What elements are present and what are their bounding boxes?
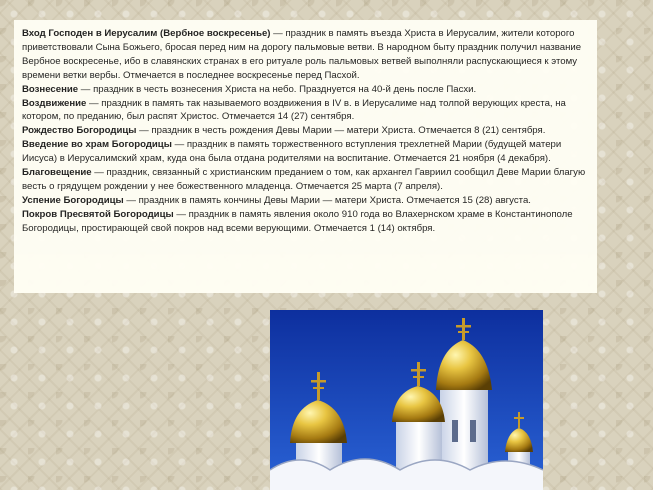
feast-title: Успение Богородицы bbox=[22, 194, 124, 206]
feast-description: — праздник в честь рождения Девы Марии — матери Христа. Отмечается 8 (21) сентября. bbox=[136, 125, 546, 137]
feast-paragraph bbox=[22, 124, 589, 138]
feast-paragraph bbox=[22, 166, 589, 194]
feast-description: — праздник в память явления около 910 года во Влахернском храме в Константинополе Богородицы, простирающей свой покров над всеми верующими. Отмечается 1 (14) октября. bbox=[22, 208, 573, 234]
text-panel bbox=[14, 20, 597, 293]
feast-paragraph bbox=[22, 208, 589, 236]
feast-paragraph bbox=[22, 138, 589, 166]
feast-paragraph bbox=[22, 83, 589, 97]
feast-title: Воздвижение bbox=[22, 97, 87, 109]
feast-title: Покров Пресвятой Богородицы bbox=[22, 208, 174, 220]
feast-title: Благовещение bbox=[22, 167, 92, 179]
feast-description: — праздник в память так называемого воздвижения в IV в. в Иерусалиме над толпой верующих креста, на котором, по преданию, был распят Христос. Отмечается 14 (27) сентября. bbox=[22, 97, 566, 123]
feast-description: — праздник в честь вознесения Христа на небо. Празднуется на 40-й день после Пасхи. bbox=[78, 83, 477, 95]
feast-title: Вознесение bbox=[22, 83, 79, 95]
feast-title: Введение во храм Богородицы bbox=[22, 139, 172, 151]
feast-title: Вход Господен в Иерусалим (Вербное воскресенье) bbox=[22, 28, 271, 39]
feast-description: — праздник в память торжественного вступления трехлетней Марии (будущей матери Иисуса) в Иерусалимский храм, куда она была отдана родителями на воспитание. Отмечается 21 ноября (4 декабря). bbox=[22, 139, 562, 165]
feast-paragraph bbox=[22, 27, 589, 83]
feast-paragraph bbox=[22, 97, 589, 125]
church-domes-photo bbox=[270, 310, 543, 490]
feast-description: — праздник в память кончины Девы Марии — матери Христа. Отмечается 15 (28) августа. bbox=[123, 194, 531, 206]
feast-paragraph bbox=[22, 194, 589, 208]
feast-title: Рождество Богородицы bbox=[22, 125, 137, 137]
feast-description: — праздник в память въезда Христа в Иерусалим, жители которого приветствовали Сына Божьего, бросая перед ним на дорогу пальмовые ветви. В народном быту праздник получил название Вербное воскресенье, ибо в славянских странах в его ритуале роль пальмовых ветвей выполняли распускающиеся к этому времени ветки вербы. Отмечается в последнее воскресенье перед Пасхой. bbox=[22, 28, 582, 81]
feast-description: — праздник, связанный с христианским преданием о том, как архангел Гавриил сообщил Деве Марии благую весть о грядущем рождении у нее божественного младенца. Отмечается 25 марта (7 апреля). bbox=[22, 167, 586, 192]
